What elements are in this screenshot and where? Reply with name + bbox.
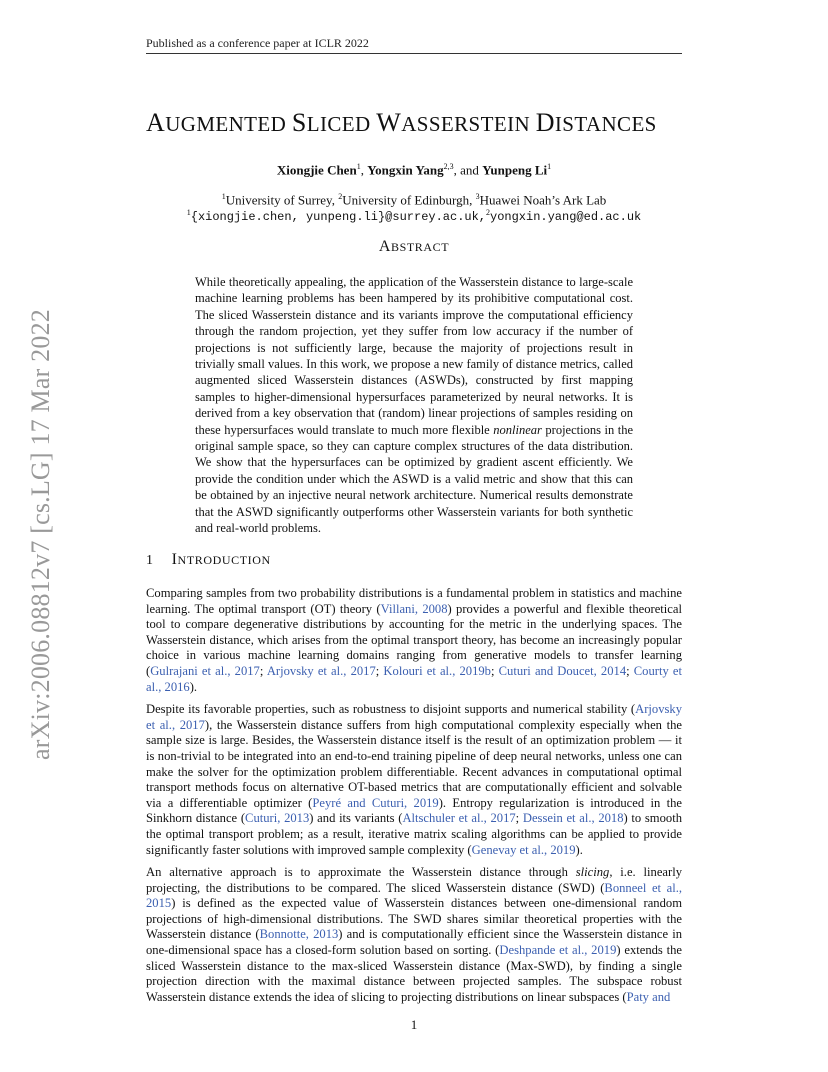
abstract-heading xyxy=(146,238,682,256)
text-run: ) and its variants ( xyxy=(309,811,403,826)
citation-link[interactable]: Altschuler et al., 2017 xyxy=(402,811,516,826)
citation-link[interactable]: Peyré and Cuturi, 2019 xyxy=(312,795,439,810)
title-word4-rest: ISTANCES xyxy=(554,112,657,136)
section-title-rest: NTRODUCTION xyxy=(177,553,271,567)
email-mark: 1 xyxy=(186,208,191,217)
citation-link[interactable]: Courty et al., 2016 xyxy=(146,663,682,694)
title-word2-rest: LICED xyxy=(306,112,371,136)
text-run: Comparing samples from two probability distributions is a fundamental problem in statistics and machine learning. The optimal transport (OT) theory ( xyxy=(146,586,682,616)
text-run: ). Entropy regularization is introduced in the Sinkhorn distance ( xyxy=(146,795,682,826)
email-mark: 2 xyxy=(486,208,490,217)
abstract-emphasis: nonlinear xyxy=(493,422,542,437)
citation-link[interactable]: Dessein et al., 2018 xyxy=(522,811,624,826)
citation-link[interactable]: Paty and xyxy=(626,989,671,1004)
author-emails xyxy=(140,208,688,224)
citation-link[interactable]: Cuturi, 2013 xyxy=(245,811,310,826)
text-run: Despite its favorable properties, such as robustness to disjoint supports and numerical stability ( xyxy=(146,702,636,717)
conference-header: Published as a conference paper at ICLR 2022 xyxy=(146,36,369,50)
text-run: ; xyxy=(626,663,634,678)
text-run: ) provides a powerful and flexible theoretical tool to compare degenerative distributions by accounting for the metric in the underlying spaces. The Wasserstein distance, which arises from the optimal transport theory, has become an increasingly popular choice in various machine learning domains ranging from generative models to transfer learning ( xyxy=(146,601,682,678)
author-separator: , xyxy=(360,162,368,178)
text-run: ), the Wasserstein distance suffers from high computational complexity especially when the sample size is large. Besides, the Wasserstein distance itself is the result of an optimization problem — it is non-trivial to be integrated into an end-to-end training pipeline of deep neural networks, unless one can make the solver for the optimization problem differentiable. Recent advances in computational optimal transport methods focus on alternative OT-based metrics that are computationally efficient and solvable via a differentiable optimizer ( xyxy=(146,717,682,810)
text-run: An alternative approach is to approximate the Wasserstein distance through xyxy=(146,865,576,880)
affil-mark: 3 xyxy=(475,192,480,201)
citation-link[interactable]: Arjovsky et al., 2017 xyxy=(146,702,682,732)
text-run: ; xyxy=(375,663,384,678)
abstract-part1: While theoretically appealing, the application of the Wasserstein distance to large-scale machine learning problems has been hampered by its prohibitive computational cost. The sliced Wasserstein distance and its variants improve the computational efficiency through the random projection, yet they suffer from low accuracy if the number of projections is not sufficiently large, because the majority of projections result in trivially small values. In this work, we propose a new family of distance metrics, called augmented sliced Wasserstein distances (ASWDs), constructed by first mapping samples to higher-dimensional hypersurfaces parameterized by neural networks. It is derived from a key observation that (random) linear projections of samples residing on these hypersurfaces would translate to much more flexible xyxy=(195,275,633,437)
email-edinburgh: yongxin.yang@ed.ac.uk xyxy=(490,210,642,224)
citation-link[interactable]: Arjovsky et al., 2017 xyxy=(266,663,376,678)
abstract-part2: projections in the original sample space, so they can capture complex structures of the data distribution. We show that the hypersurfaces can be optimized by gradient ascent efficiently. We provide the condition under which the ASWD is a valid metric and show that this can be obtained by an injective neural network architecture. Numerical results demonstrate that the ASWD significantly outperforms other Wasserstein variants for both synthetic and real-world problems. xyxy=(195,422,633,536)
page-number: 1 xyxy=(410,1017,418,1032)
citation-link[interactable]: Bonnotte, 2013 xyxy=(259,927,339,942)
email-surrey: {xiongjie.chen, yunpeng.li}@surrey.ac.uk, xyxy=(190,210,486,224)
citation-link[interactable]: Kolouri et al., 2019b xyxy=(383,663,491,678)
paragraph xyxy=(146,702,682,858)
citation-link[interactable]: Cuturi and Doucet, 2014 xyxy=(498,663,627,678)
title-word1-initial: A xyxy=(146,108,166,137)
affil-edinburgh: University of Edinburgh, xyxy=(342,192,476,208)
affil-mark: 1 xyxy=(221,192,226,201)
title-word3-rest: ASSERSTEIN xyxy=(401,112,531,136)
header-rule xyxy=(146,53,682,54)
section-title-initial: I xyxy=(171,551,178,568)
author-affil-mark: 2,3 xyxy=(443,162,454,171)
affil-huawei: Huawei Noah’s Ark Lab xyxy=(479,192,607,208)
author-name: Yunpeng Li xyxy=(482,162,548,178)
citation-link[interactable]: Gulrajani et al., 2017 xyxy=(150,663,260,678)
text-run: ) to smooth the optimal transport problem; as a result, iterative matrix scaling algorithms can be applied to provide significantly faster solutions with improved sample complexity ( xyxy=(146,811,682,857)
paragraph xyxy=(146,586,682,695)
citation-link[interactable]: Genevay et al., 2019 xyxy=(471,842,576,857)
citation-link[interactable]: Deshpande et al., 2019 xyxy=(499,943,617,958)
citation-link[interactable]: Bonneel et al., 2015 xyxy=(146,880,682,911)
text-run: ). xyxy=(575,842,583,857)
text-run: ) extends the sliced Wasserstein distance to the max-sliced Wasserstein distance (Max-SWD), by finding a single projection direction with the maximal distance between projected samples. The subspace robust Wasserstein distance extends the idea of slicing to projecting distributions on linear subspaces ( xyxy=(146,943,682,1004)
title-word3-initial: W xyxy=(376,108,402,137)
section-heading-introduction xyxy=(146,551,271,569)
text-run: ; xyxy=(259,663,267,678)
title-word4-initial: D xyxy=(535,108,555,137)
text-run: ; xyxy=(515,811,523,826)
paragraph xyxy=(146,865,682,1005)
author-name: Yongxin Yang xyxy=(367,162,444,178)
citation-link[interactable]: Villani, 2008 xyxy=(380,601,448,616)
text-run: , i.e. linearly projecting, the distributions to be compared. The sliced Wasserstein distance (SWD) ( xyxy=(146,865,683,895)
text-run: ). xyxy=(189,679,198,694)
author-separator: , and xyxy=(453,162,483,178)
text-run: ) is defined as the expected value of Wasserstein distances between one-dimensional random projections of high-dimensional distributions. The SWD shares similar theoretical properties with the Wasserstein distance ( xyxy=(146,896,682,942)
abstract-heading-initial: A xyxy=(378,238,391,255)
affiliations xyxy=(146,192,682,208)
affil-mark: 2 xyxy=(338,192,343,201)
text-run: ) and is computationally efficient since the Wasserstein distance in one-dimensional space has a closed-form solution based on sorting. ( xyxy=(146,927,682,958)
author-affil-mark: 1 xyxy=(356,162,361,171)
text-run: ; xyxy=(490,663,499,678)
author-affil-mark: 1 xyxy=(547,162,552,171)
author-list xyxy=(146,162,682,178)
paper-title xyxy=(146,108,657,138)
abstract-heading-rest: BSTRACT xyxy=(390,240,450,254)
affil-surrey: University of Surrey, xyxy=(225,192,339,208)
emphasis: slicing xyxy=(575,865,610,880)
arxiv-sidebar-stamp: arXiv:2006.08812v7 [cs.LG] 17 Mar 2022 xyxy=(26,309,55,760)
title-word1-rest: UGMENTED xyxy=(165,112,287,136)
abstract-text xyxy=(195,274,633,537)
author-name: Xiongjie Chen xyxy=(276,162,357,178)
introduction-body xyxy=(146,586,682,1012)
section-number: 1 xyxy=(146,553,154,568)
title-word2-initial: S xyxy=(291,108,307,137)
